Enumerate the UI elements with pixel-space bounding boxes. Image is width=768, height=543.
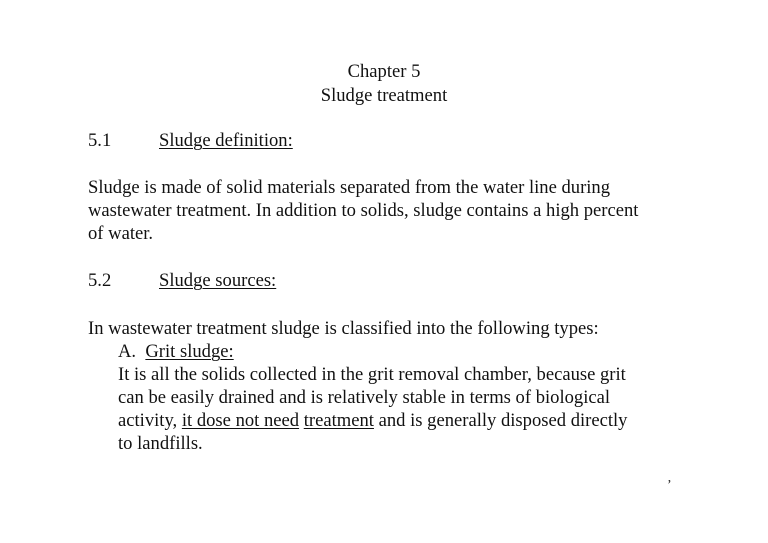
text-run: activity, [118, 410, 182, 431]
underlined-phrase: treatment [303, 410, 374, 431]
chapter-title: Sludge treatment [320, 85, 448, 106]
list-item-line: can be easily drained and is relatively stable in terms of biological [118, 387, 611, 408]
list-marker: A. [118, 341, 137, 362]
underlined-phrase: it dose not need [181, 410, 300, 431]
chapter-label: Chapter 5 [347, 61, 421, 82]
list-item-line [118, 409, 698, 432]
sludge-sources-intro [88, 317, 708, 340]
paragraph-line: In wastewater treatment sludge is classified into the following types: [88, 318, 599, 339]
section-title: Sludge sources: [159, 270, 277, 291]
stray-mark: ʼ [667, 478, 672, 493]
list-item-grit-sludge [118, 340, 698, 455]
section-heading-5-1 [88, 129, 688, 152]
text-run: and is generally disposed directly [373, 410, 628, 431]
list-item-line: It is all the solids collected in the grit removal chamber, because grit [118, 364, 626, 385]
list-item-title: Grit sludge: [145, 341, 234, 362]
sludge-definition-paragraph [88, 176, 708, 245]
section-number: 5.1 [88, 130, 112, 151]
paragraph-line: Sludge is made of solid materials separated from the water line during [88, 177, 611, 198]
paragraph-line: of water. [88, 223, 154, 244]
paragraph-line: wastewater treatment. In addition to solids, sludge contains a high percent [88, 200, 639, 221]
section-number: 5.2 [88, 270, 112, 291]
section-heading-5-2 [88, 269, 688, 292]
list-item-line: to landfills. [118, 433, 203, 454]
list-item-heading [118, 340, 698, 363]
section-title: Sludge definition: [159, 130, 293, 151]
